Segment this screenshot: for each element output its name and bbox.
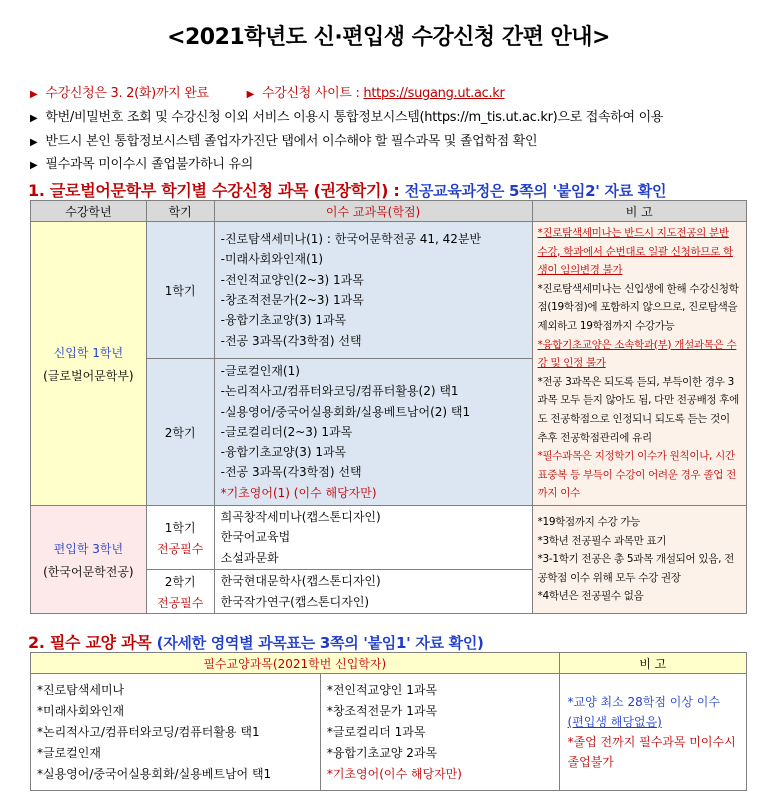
course-item: -글로컬인재(1) [220,363,300,378]
course-item: *진로탐색세미나 [37,682,125,697]
remark-item: *진로탐색세미나는 반드시 지도전공의 분반 수강, 학과에서 순번대로 일괄 신청하므로 학생이 임의변경 불가 [537,227,733,277]
remark-item: *3-1학기 전공은 총 5과목 개설되어 있음, 전공학점 이수 위해 모두 수강 권장 [537,553,734,584]
course-item: -논리적사고/컴퓨터와코딩/컴퓨터활용(2) 택1 [220,384,459,399]
semester-course-table [30,200,747,614]
freshman-year-cell [31,222,147,506]
section-2-heading [28,630,484,653]
course-item: 한국어교육법 [220,530,291,545]
section-1-title: 1. 글로벌어문학부 학기별 수강신청 과목 (권장학기) : [28,181,405,200]
remark-graduation: *졸업 전까지 필수과목 미이수시 졸업불가 [567,735,736,769]
course-item: *실용영어/중국어실용회화/실용베트남어 택1 [37,766,272,781]
course-item: *글로컬인재 [37,745,101,760]
triangle-bullet-icon: ▶ [246,89,255,100]
header-semester: 학기 [146,201,214,222]
page-title: <2021학년도 신·편입생 수강신청 간편 안내> [167,25,610,50]
freshman-sem1-cell: 1학기 [146,222,214,359]
remark-item: *융합기초교양은 소속학과(부) 개설과목은 수강 및 인정 불가 [537,338,737,370]
section-2-title: 2. 필수 교양 과목 [28,633,157,652]
freshman-sem2-courses [214,359,532,506]
course-item: -글로컬리더(2~3) 1과목 [220,424,353,439]
section-1-heading [28,178,666,201]
transfer-remarks [532,506,747,614]
transfer-year-label: 편입학 3학년 [53,541,124,556]
freshman-sem2-cell: 2학기 [146,359,214,506]
remark-item: *3학년 전공필수 과목만 표기 [537,534,667,547]
site-label: 수강신청 사이트 : [262,86,364,101]
course-item: *창조적전문가 1과목 [326,703,438,718]
course-item-basic-english: *기초영어(이수 해당자만) [326,766,462,781]
required-courses-header: 필수교양과목(2021학번 신입학자) [31,653,560,674]
section-1-note: 전공교육과정은 5쪽의 '붙임2' 자료 확인 [404,182,667,200]
freshman-dept-label: (글로벌어문학부) [43,368,134,383]
course-item: *융합기초교양 2과목 [326,745,438,760]
transfer-sem1-cell [146,506,214,570]
course-item: 희곡창작세미나(캡스톤디자인) [220,510,381,525]
bullet-4 [30,153,253,172]
transfer-year-cell [31,506,147,614]
remark-min-credits: *교양 최소 28학점 이상 이수 [567,695,720,709]
transfer-sem1-required: 전공필수 [157,541,204,556]
course-item: *미래사회와인재 [37,703,125,718]
course-item: -창조적전문가(2~3) 1과목 [220,293,364,307]
deadline-text: 수강신청은 3. 2(화)까지 완료 [45,86,209,101]
course-item: 한국작가연구(캡스톤디자인) [220,594,370,609]
transfer-sem1-label: 1학기 [164,520,196,535]
course-item: -진로탐색세미나(1) : 한국어문학전공 41, 42분반 [220,232,482,247]
bullet-4-text: 필수과목 미이수시 졸업불가하니 유의 [45,157,254,172]
header-year: 수강학년 [31,201,147,222]
transfer-sem2-courses [214,570,532,614]
remark-transfer-na: (편입생 해당없음) [567,715,662,729]
triangle-bullet-icon: ▶ [30,89,38,100]
bullet-2 [30,106,663,125]
transfer-sem2-required: 전공필수 [157,595,204,610]
bullet-3 [30,130,537,149]
sugang-site-link[interactable]: https://sugang.ut.ac.kr [363,86,505,101]
header-remarks: 비 고 [532,201,747,222]
required-liberal-arts-table [30,652,747,791]
bullet-1 [30,82,505,101]
course-item: 소설과문화 [220,550,279,565]
course-item: *논리적사고/컴퓨터와코딩/컴퓨터활용 택1 [37,724,260,739]
transfer-sem1-courses [214,506,532,570]
course-item: *전인적교양인 1과목 [326,682,438,697]
bullet-3-text: 반드시 본인 통합정보시스템 졸업자가진단 탭에서 이수해야 할 필수과목 및 졸업학점 확인 [45,134,538,149]
remark-item: *필수과목은 지정학기 이수가 원칙이나, 시간표중복 등 부득이 수강이 어려운 경우 졸업 전까지 이수 [537,450,736,500]
freshman-remarks [532,222,747,506]
remark-item: *진로탐색세미나는 신입생에 한해 수강신청학점(19학점)에 포함하지 않으므로, 진로탐색을 제외하고 19학점까지 수강가능 [537,282,739,332]
course-item: -미래사회와인재(1) [220,252,324,267]
course-item: 한국현대문학사(캡스톤디자인) [220,574,381,589]
required-courses-col1 [31,674,321,791]
bullet-2-text: 학번/비밀번호 조회 및 수강신청 이외 서비스 이용시 통합정보시스템(https://m_tis.ut.ac.kr)으로 접속하여 이용 [45,110,664,125]
course-item: -전공 3과목(각3학점) 선택 [220,465,362,480]
triangle-bullet-icon: ▶ [30,137,38,148]
course-item: -전공 3과목(각3학점) 선택 [220,333,362,348]
triangle-bullet-icon: ▶ [30,160,38,171]
transfer-dept-label: (한국어문학전공) [43,564,134,579]
course-item-basic-english: *기초영어(1) (이수 해당자만) [220,485,377,500]
course-item: -실용영어/중국어실용회화/실용베트남어(2) 택1 [220,404,471,419]
transfer-sem2-cell [146,570,214,614]
course-item: -융합기초교양(3) 1과목 [220,445,347,460]
remarks-header-2: 비 고 [559,653,746,674]
required-remarks [559,674,746,791]
course-item: -전인적교양인(2~3) 1과목 [220,272,364,287]
freshman-sem1-courses [214,222,532,359]
header-courses: 이수 교과목(학점) [214,201,532,222]
course-item: -융합기초교양(3) 1과목 [220,313,347,328]
course-item: *글로컬리더 1과목 [326,724,426,739]
remark-item: *19학점까지 수강 가능 [537,516,641,529]
freshman-year-label: 신입학 1학년 [53,345,124,360]
section-2-note: (자세한 영역별 과목표는 3쪽의 '붙임1' 자료 확인) [156,634,484,652]
remark-item: *4학년은 전공필수 없음 [537,590,644,603]
required-courses-col2 [320,674,559,791]
triangle-bullet-icon: ▶ [30,113,38,124]
remark-item: *전공 3과목은 되도록 듣되, 부득이한 경우 3과목 모두 듣지 않아도 됨, 다만 전공배정 후에도 전공학점으로 인정되니 되도록 듣는 것이 추후 전공학점관리에 유리 [537,375,739,444]
transfer-sem2-label: 2학기 [164,574,196,589]
